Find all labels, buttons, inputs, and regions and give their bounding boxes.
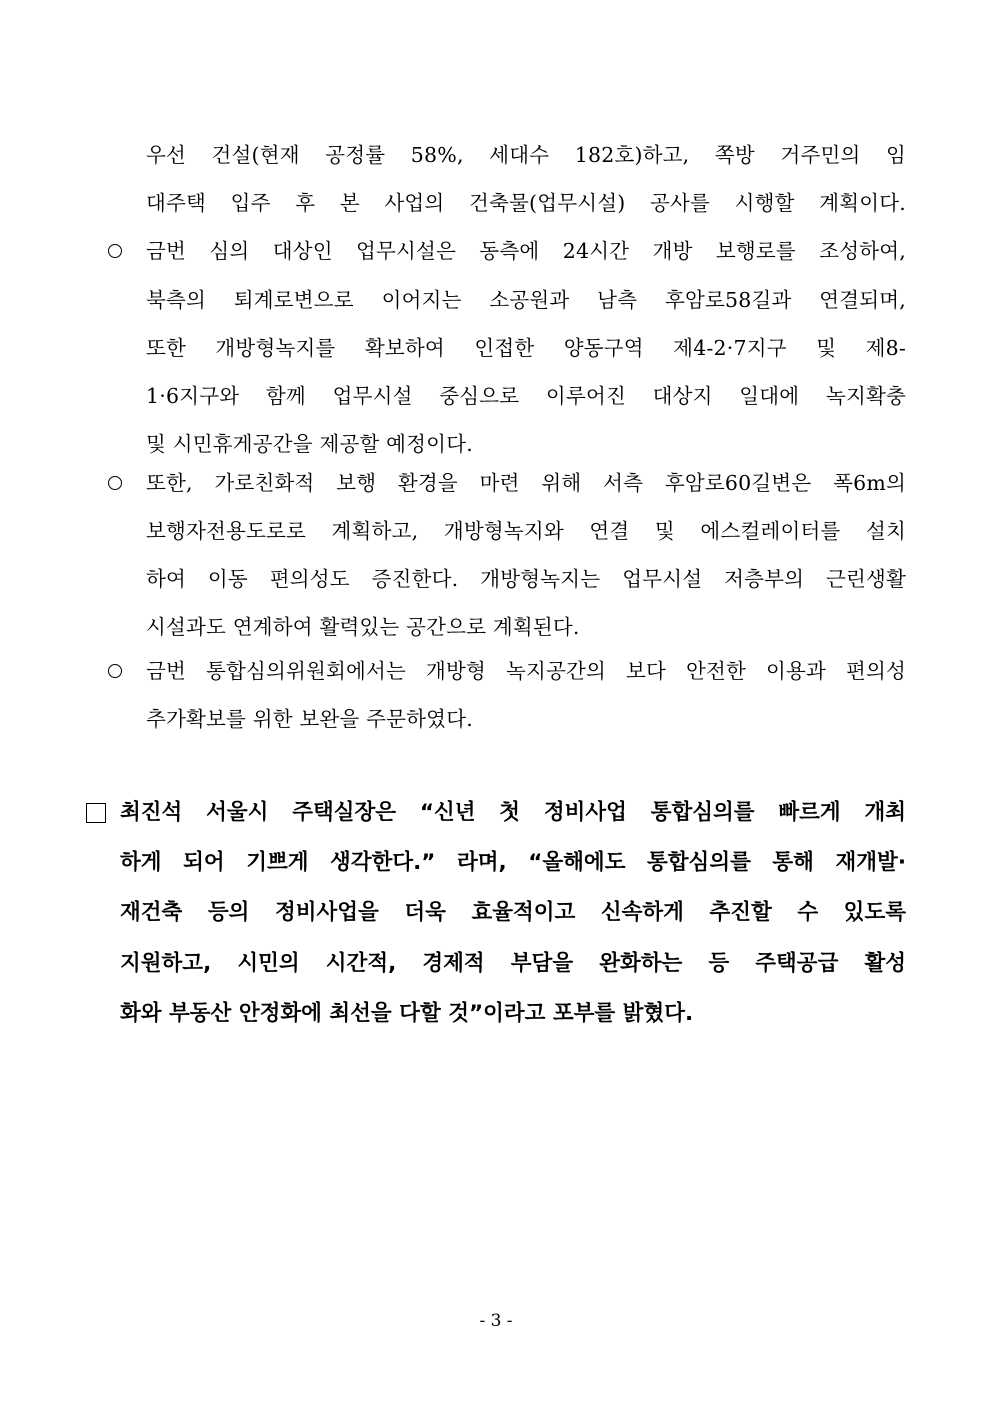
bullet-3-line-1: 금번 통합심의위원회에서는 개방형 녹지공간의 보다 안전한 이용과 편의성 [146, 659, 906, 683]
bullet-3-line-2: 추가확보를 위한 보완을 주문하였다. [146, 707, 473, 731]
quote-line-5: 화와 부동산 안정화에 최선을 다할 것”이라고 포부를 밝혔다. [120, 1001, 694, 1026]
bullet-2-line-2: 보행자전용도로로 계획하고, 개방형녹지와 연결 및 에스컬레이터를 설치 [146, 519, 906, 543]
quote-line-2: 하게 되어 기쁘게 생각한다.” 라며, “올해에도 통합심의를 통해 재개발· [120, 850, 906, 875]
quote-line-4: 지원하고, 시민의 시간적, 경제적 부담을 완화하는 등 주택공급 활성 [120, 951, 906, 976]
bullet-1-line-3: 또한 개방형녹지를 확보하여 인접한 양동구역 제4-2·7지구 및 제8- [146, 336, 906, 360]
square-bullet-icon [86, 803, 106, 823]
quote-line-3: 재건축 등의 정비사업을 더욱 효율적이고 신속하게 추진할 수 있도록 [120, 900, 906, 925]
quote-line-1: 최진석 서울시 주택실장은 “신년 첫 정비사업 통합심의를 빠르게 개최 [120, 800, 906, 825]
bullet-2-line-4: 시설과도 연계하여 활력있는 공간으로 계획된다. [146, 615, 580, 639]
circle-bullet-icon [108, 476, 122, 490]
bullet-2-line-3: 하여 이동 편의성도 증진한다. 개방형녹지는 업무시설 저층부의 근린생활 [146, 567, 906, 591]
continuation-line-2: 대주택 입주 후 본 사업의 건축물(업무시설) 공사를 시행할 계획이다. [146, 191, 906, 215]
circle-bullet-icon [108, 664, 122, 678]
bullet-1-line-2: 북측의 퇴계로변으로 이어지는 소공원과 남측 후암로58길과 연결되며, [146, 288, 906, 312]
circle-bullet-icon [108, 244, 122, 258]
bullet-1-line-1: 금번 심의 대상인 업무시설은 동측에 24시간 개방 보행로를 조성하여, [146, 239, 906, 263]
bullet-1-line-4: 1·6지구와 함께 업무시설 중심으로 이루어진 대상지 일대에 녹지확충 [146, 384, 906, 408]
bullet-1-line-5: 및 시민휴게공간을 제공할 예정이다. [146, 432, 473, 456]
continuation-line-1: 우선 건설(현재 공정률 58%, 세대수 182호)하고, 쪽방 거주민의 임 [146, 143, 906, 167]
bullet-2-line-1: 또한, 가로친화적 보행 환경을 마련 위해 서측 후암로60길변은 폭6m의 [146, 471, 906, 495]
page-number: - 3 - [479, 1311, 513, 1331]
